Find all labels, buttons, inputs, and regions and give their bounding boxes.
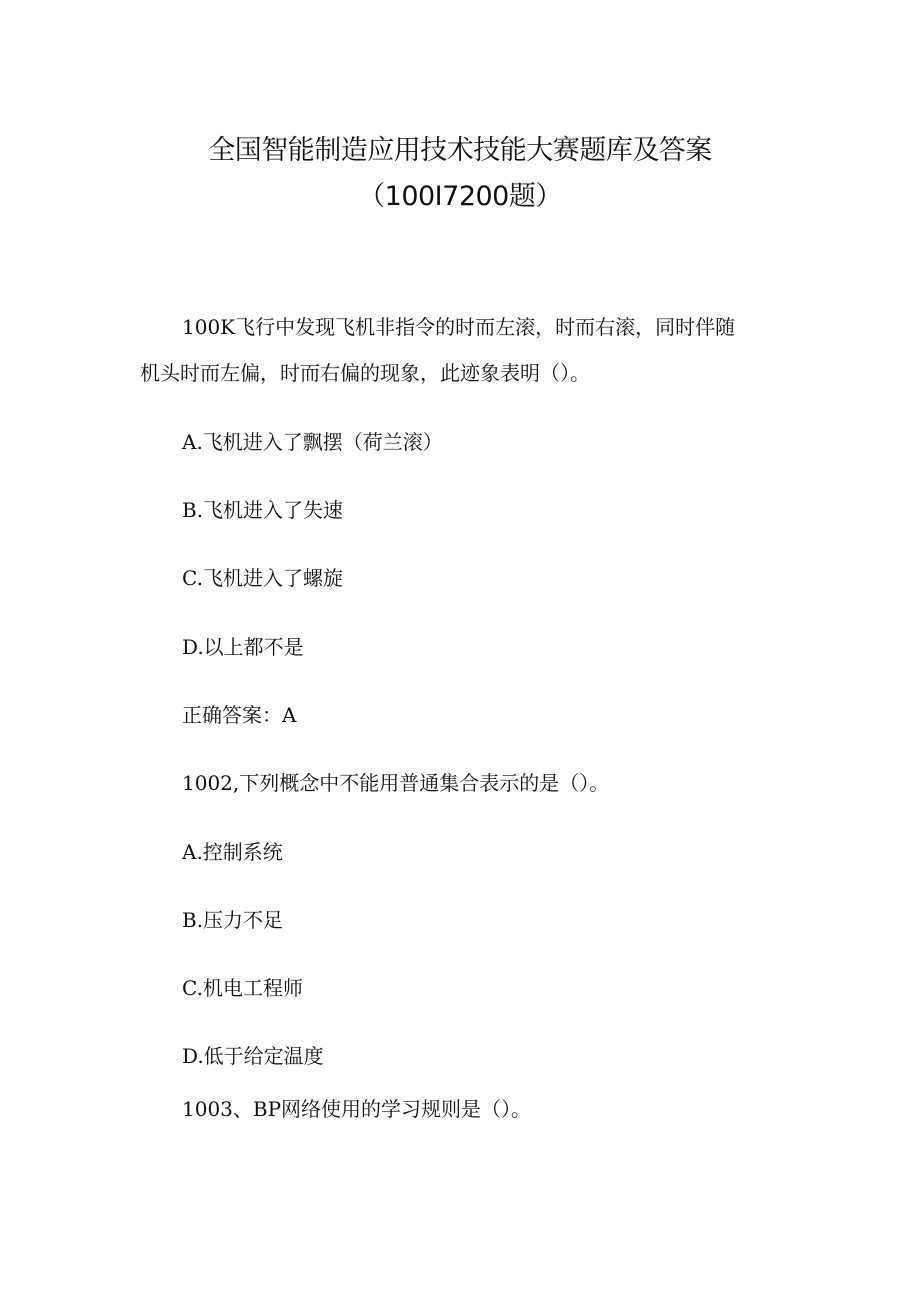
question-1002-option-b: B.压力不足 <box>182 908 284 932</box>
question-1001-option-c: C.飞机进入了螺旋 <box>182 566 343 590</box>
question-1001-option-a: A.飞机进入了飘摆（荷兰滚） <box>182 430 443 454</box>
question-1001-option-b: B.飞机进入了失速 <box>182 498 344 522</box>
question-1001-stem-line1: 100K飞行中发现飞机非指令的时而左滚，时而右滚，同时伴随 <box>182 315 736 339</box>
question-1001-answer: 正确答案：A <box>182 703 297 727</box>
document-subtitle: （100I7200题） <box>358 181 562 212</box>
question-1003-stem: 1003、BP网络使用的学习规则是（）。 <box>182 1097 532 1121</box>
question-1002-option-c: C.机电工程师 <box>182 976 303 1000</box>
document-title: 全国智能制造应用技术技能大赛题库及答案 <box>208 135 712 166</box>
question-1001-option-d: D.以上都不是 <box>182 635 304 659</box>
question-1002-option-d: D.低于给定温度 <box>182 1044 324 1068</box>
question-1002-option-a: A.控制系统 <box>182 840 283 864</box>
question-1002-stem: 1002,下列概念中不能用普通集合表示的是（）。 <box>182 771 610 795</box>
question-1001-stem-line2: 机头时而左偏，时而右偏的现象，此迹象表明（）。 <box>140 361 590 385</box>
